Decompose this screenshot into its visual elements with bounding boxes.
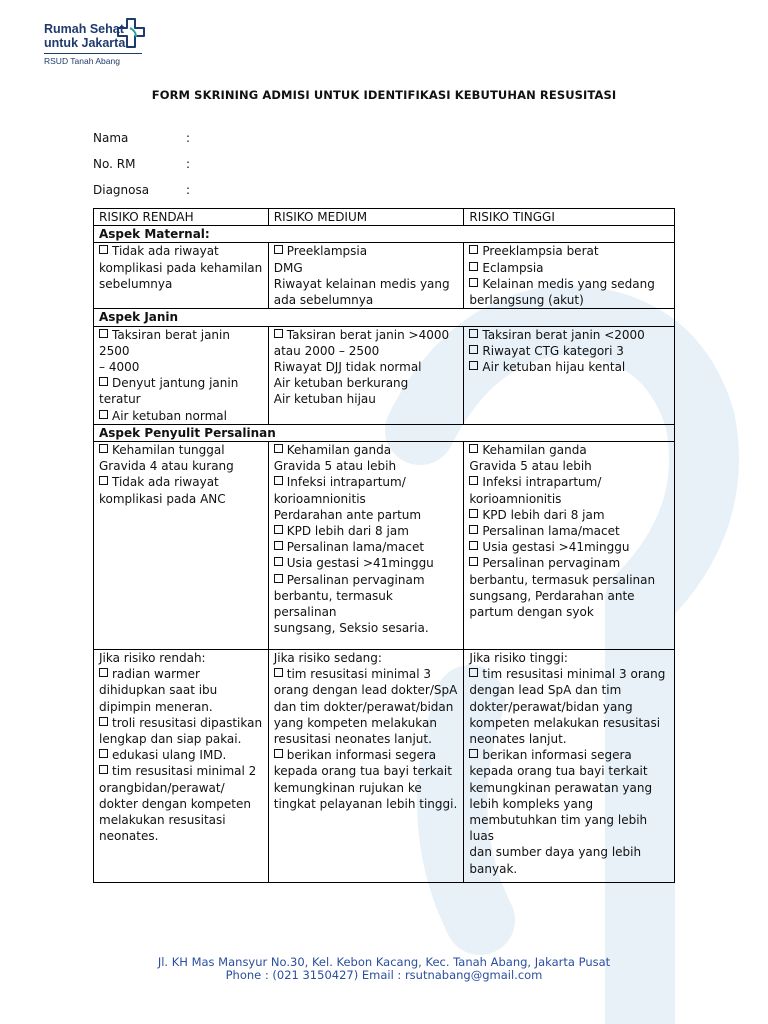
- cell-line-text: Gravida 5 atau lebih: [273, 459, 397, 474]
- cell-line: [469, 780, 670, 796]
- cell-line: [274, 715, 460, 731]
- cell-line-text: Infeksi intrapartum/: [482, 475, 602, 490]
- cell-line-text: Persalinan pervaginam: [286, 572, 425, 587]
- cell-line-text: Kehamilan ganda: [482, 443, 587, 458]
- cell-line: [99, 260, 264, 276]
- cell-line-text: berbantu, termasuk persalinan: [469, 572, 656, 587]
- checkbox-square-icon: [99, 668, 108, 677]
- cell-line: [274, 699, 460, 715]
- checkbox-square-icon: [469, 329, 478, 338]
- cell-line: [469, 458, 670, 474]
- cell-line: [99, 763, 264, 779]
- cell-line: [274, 682, 460, 698]
- cell-action-rendah: [94, 650, 269, 883]
- cell-line-text: kepada orang tua bayi terkait: [273, 764, 452, 779]
- cell-line-text: Riwayat CTG kategori 3: [482, 343, 624, 358]
- checkbox-square-icon: [274, 574, 283, 583]
- cell-line-text: Perdarahan ante partum: [273, 507, 422, 522]
- cell-line: [274, 292, 460, 308]
- cell-line: [99, 391, 264, 407]
- cell-line-text: korioamnionitis: [469, 491, 562, 506]
- cell-line-text: tim resusitasi minimal 2: [112, 764, 257, 779]
- cell-line-text: neonates.: [99, 829, 159, 844]
- cell-line: [469, 682, 670, 698]
- cell-line-text: berikan informasi segera: [482, 748, 632, 763]
- table-row: [94, 442, 675, 650]
- cell-line: [274, 666, 460, 682]
- cell-line-text: troli resusitasi dipastikan: [112, 715, 263, 730]
- cell-line: [99, 650, 264, 666]
- cell-line-text: ada sebelumnya: [273, 293, 374, 308]
- cell-line: [469, 747, 670, 763]
- cell-line: [469, 507, 670, 523]
- field-nama: [93, 131, 191, 145]
- cell-line: [274, 375, 460, 391]
- cell-maternal-tinggi: [464, 243, 675, 309]
- cell-line-text: Kehamilan tunggal: [112, 443, 225, 458]
- checkbox-square-icon: [469, 262, 478, 271]
- cell-line: [469, 844, 670, 860]
- footer-address: Jl. KH Mas Mansyur No.30, Kel. Kebon Kacang, Kec. Tanah Abang, Jakarta Pusat: [157, 955, 611, 969]
- cell-maternal-rendah: [94, 243, 269, 309]
- checkbox-square-icon: [274, 245, 283, 254]
- cell-line: [274, 243, 460, 259]
- checkbox-square-icon: [99, 377, 108, 386]
- cell-line-text: Denyut jantung janin: [112, 376, 239, 391]
- cell-line-text: Jika risiko tinggi:: [469, 651, 568, 666]
- cell-line: [469, 861, 670, 877]
- checkbox-square-icon: [274, 668, 283, 677]
- table-row: [94, 243, 675, 309]
- cell-line: [469, 572, 670, 588]
- screening-table: [93, 208, 675, 883]
- cell-line: [99, 828, 264, 844]
- table-row: [94, 326, 675, 424]
- header-risiko-tinggi: RISIKO TINGGI: [464, 209, 675, 226]
- cell-line-text: sebelumnya: [99, 276, 173, 291]
- cell-line: [99, 276, 264, 292]
- cell-line-text: Tidak ada riwayat: [112, 475, 219, 490]
- cell-line: [99, 666, 264, 682]
- cell-line-text: membutuhkan tim yang lebih luas: [469, 813, 648, 844]
- cell-line: [274, 796, 460, 812]
- cell-line-text: resusitasi neonates lanjut.: [273, 732, 432, 747]
- cell-line-text: kemungkinan perawatan yang: [469, 780, 653, 795]
- cell-line-text: Gravida 4 atau kurang: [99, 459, 234, 474]
- cell-line: [99, 682, 264, 698]
- cell-line-text: Riwayat DJJ tidak normal: [273, 360, 422, 375]
- checkbox-square-icon: [274, 444, 283, 453]
- cell-line-text: atau 2000 – 2500: [273, 343, 380, 358]
- cell-line: [469, 276, 670, 292]
- section-row-janin: [94, 309, 675, 326]
- field-colon: :: [186, 131, 191, 145]
- cell-line-text: Preeklampsia: [286, 244, 368, 259]
- cell-janin-rendah: [94, 326, 269, 424]
- cell-line: [274, 620, 460, 636]
- cell-line-text: dan tim dokter/perawat/bidan: [273, 699, 454, 714]
- cell-line-text: tingkat pelayanan lebih tinggi.: [273, 796, 458, 811]
- cell-line-text: kepada orang tua bayi terkait: [469, 764, 648, 779]
- cell-janin-tinggi: [464, 326, 675, 424]
- cell-line: [274, 327, 460, 343]
- checkbox-square-icon: [274, 329, 283, 338]
- cell-line: [469, 812, 670, 844]
- cell-line-text: edukasi ulang IMD.: [112, 748, 227, 763]
- cell-line: [99, 796, 264, 812]
- cell-line-text: Taksiran berat janin <2000: [482, 327, 645, 342]
- cell-line-text: komplikasi pada ANC: [99, 491, 226, 506]
- cell-line: [274, 539, 460, 555]
- cell-line-text: KPD lebih dari 8 jam: [286, 524, 409, 539]
- cell-line: [469, 763, 670, 779]
- cell-line-text: Eclampsia: [482, 260, 544, 275]
- cell-line-text: Kelainan medis yang sedang: [482, 276, 655, 291]
- cell-line: [274, 507, 460, 523]
- cell-line-text: orang dengan lead dokter/SpA: [273, 683, 458, 698]
- section-title: Aspek Janin: [94, 309, 675, 326]
- header-risiko-rendah: RISIKO RENDAH: [94, 209, 269, 226]
- cell-line: [99, 442, 264, 458]
- field-label: No. RM: [93, 157, 136, 171]
- cell-line: [469, 731, 670, 747]
- cell-line-text: teratur: [99, 392, 141, 407]
- cell-line-text: berbantu, termasuk persalinan: [273, 588, 393, 620]
- cell-line: [274, 491, 460, 507]
- cell-line: [469, 491, 670, 507]
- cell-line-text: tim resusitasi minimal 3: [286, 667, 432, 682]
- cell-line: [274, 523, 460, 539]
- cell-line-text: Gravida 5 atau lebih: [469, 459, 592, 474]
- cell-line-text: Infeksi intrapartum/: [286, 475, 406, 490]
- cell-line: [274, 458, 460, 474]
- checkbox-square-icon: [469, 668, 478, 677]
- cell-line: [469, 715, 670, 731]
- cell-line: [274, 442, 460, 458]
- field-label: Nama: [93, 131, 129, 145]
- cell-line-text: Air ketuban hijau kental: [482, 360, 626, 375]
- checkbox-square-icon: [99, 329, 108, 338]
- cell-line-text: Usia gestasi >41minggu: [286, 556, 434, 571]
- checkbox-square-icon: [469, 749, 478, 758]
- cell-line: [274, 359, 460, 375]
- cell-line: [99, 715, 264, 731]
- cell-line-text: DMG: [273, 260, 303, 275]
- cell-line-text: dan sumber daya yang lebih: [469, 845, 642, 860]
- cell-line-text: Air ketuban normal: [112, 408, 227, 423]
- checkbox-square-icon: [99, 245, 108, 254]
- cell-line-text: Persalinan pervaginam: [482, 556, 621, 571]
- table-row-actions: [94, 650, 675, 883]
- cell-line-text: Persalinan lama/macet: [482, 524, 620, 539]
- field-no-rm: [93, 157, 191, 171]
- checkbox-square-icon: [469, 245, 478, 254]
- cell-line-text: lengkap dan siap pakai.: [99, 732, 242, 747]
- checkbox-square-icon: [274, 557, 283, 566]
- field-colon: :: [186, 183, 191, 197]
- cell-line: [469, 650, 670, 666]
- cell-line: [99, 812, 264, 828]
- cell-line-text: Tidak ada riwayat: [112, 244, 219, 259]
- table-header-row: [94, 209, 675, 226]
- cell-line: [469, 796, 670, 812]
- cell-line-text: melakukan resusitasi: [99, 813, 226, 828]
- cell-line: [469, 523, 670, 539]
- cell-line: [469, 292, 670, 308]
- logo-rule: [44, 53, 142, 54]
- cell-line-text: Air ketuban hijau: [273, 392, 376, 407]
- cell-line-text: berikan informasi segera: [286, 748, 437, 763]
- cell-line: [469, 442, 670, 458]
- cell-line-text: berlangsung (akut): [469, 293, 584, 308]
- cell-penyulit-medium: [268, 442, 464, 650]
- cell-line: [274, 343, 460, 359]
- cell-line: [469, 327, 670, 343]
- section-row-maternal: [94, 226, 675, 243]
- checkbox-square-icon: [469, 476, 478, 485]
- cell-line-text: dengan lead SpA dan tim: [469, 683, 622, 698]
- cell-line-text: orangbidan/perawat/: [99, 780, 225, 795]
- cell-line-text: dokter dengan kompeten: [99, 796, 251, 811]
- cell-line-text: sungsang, Perdarahan ante: [469, 588, 635, 603]
- cell-line: [469, 343, 670, 359]
- cell-line-text: yang kompeten melakukan: [273, 715, 437, 730]
- logo-line-1: Rumah Sehat: [44, 22, 124, 36]
- cell-line: [469, 588, 670, 604]
- logo-line-3: RSUD Tanah Abang: [44, 56, 120, 66]
- cell-line: [469, 474, 670, 490]
- checkbox-square-icon: [99, 476, 108, 485]
- cell-line: [99, 747, 264, 763]
- checkbox-square-icon: [469, 345, 478, 354]
- cell-line: [274, 260, 460, 276]
- cell-line-text: radian warmer: [112, 667, 200, 682]
- checkbox-square-icon: [469, 557, 478, 566]
- cell-line: [99, 491, 264, 507]
- form-title: FORM SKRINING ADMISI UNTUK IDENTIFIKASI KEBUTUHAN RESUSITASI: [151, 88, 617, 102]
- cell-line: [274, 588, 460, 620]
- hospital-logo: [44, 22, 142, 66]
- field-colon: :: [186, 157, 191, 171]
- cell-line: [99, 731, 264, 747]
- cell-line-text: Riwayat kelainan medis yang: [273, 276, 450, 291]
- cell-line-text: dokter/perawat/bidan yang: [469, 699, 633, 714]
- cell-line: [99, 327, 264, 359]
- cell-line: [469, 243, 670, 259]
- checkbox-square-icon: [99, 749, 108, 758]
- checkbox-square-icon: [99, 410, 108, 419]
- medical-cross-icon: [114, 16, 148, 50]
- cell-line-text: korioamnionitis: [273, 491, 366, 506]
- header-risiko-medium: RISIKO MEDIUM: [268, 209, 464, 226]
- checkbox-square-icon: [99, 717, 108, 726]
- cell-line-text: banyak.: [469, 861, 518, 876]
- logo-line-2: untuk Jakarta: [44, 36, 126, 50]
- cell-line: [274, 474, 460, 490]
- field-label: Diagnosa: [93, 183, 150, 197]
- cell-line: [274, 731, 460, 747]
- cell-line-text: Preeklampsia berat: [482, 244, 599, 259]
- cell-line-text: Jika risiko sedang:: [273, 651, 382, 666]
- cell-line: [274, 780, 460, 796]
- checkbox-square-icon: [99, 444, 108, 453]
- checkbox-square-icon: [469, 525, 478, 534]
- cell-line: [99, 359, 264, 375]
- cell-line-text: komplikasi pada kehamilan: [99, 260, 263, 275]
- cell-action-sedang: [268, 650, 464, 883]
- field-diagnosa: [93, 183, 191, 197]
- cell-line: [274, 650, 460, 666]
- cell-line-text: Taksiran berat janin 2500: [99, 327, 230, 358]
- cell-line: [274, 276, 460, 292]
- cell-line-text: sungsang, Seksio sesaria.: [273, 621, 429, 636]
- cell-line-text: kemungkinan rujukan ke: [273, 780, 422, 795]
- checkbox-square-icon: [469, 444, 478, 453]
- cell-penyulit-tinggi: [464, 442, 675, 650]
- checkbox-square-icon: [469, 541, 478, 550]
- cell-line-text: Usia gestasi >41minggu: [482, 540, 630, 555]
- cell-penyulit-rendah: [94, 442, 269, 650]
- checkbox-square-icon: [274, 749, 283, 758]
- cell-line: [274, 763, 460, 779]
- cell-line: [469, 604, 670, 620]
- cell-line-text: Persalinan lama/macet: [286, 540, 425, 555]
- checkbox-square-icon: [99, 765, 108, 774]
- checkbox-square-icon: [274, 476, 283, 485]
- cell-line-text: kompeten melakukan resusitasi: [469, 715, 661, 730]
- cell-maternal-medium: [268, 243, 464, 309]
- cell-line: [274, 747, 460, 763]
- cell-line-text: – 4000: [99, 360, 140, 375]
- cell-line: [469, 699, 670, 715]
- cell-line-text: Kehamilan ganda: [286, 443, 392, 458]
- cell-line-text: neonates lanjut.: [469, 732, 567, 747]
- cell-line: [274, 391, 460, 407]
- cell-line-text: dipimpin meneran.: [99, 699, 213, 714]
- cell-line-text: lebih kompleks yang: [469, 796, 594, 811]
- cell-line-text: Jika risiko rendah:: [99, 651, 206, 666]
- cell-line-text: tim resusitasi minimal 3 orang: [482, 667, 666, 682]
- cell-line: [99, 474, 264, 490]
- cell-line-text: partum dengan syok: [469, 605, 594, 620]
- cell-line: [99, 780, 264, 796]
- cell-line-text: dihidupkan saat ibu: [99, 683, 218, 698]
- cell-line: [469, 359, 670, 375]
- cell-line: [99, 408, 264, 424]
- cell-line: [99, 699, 264, 715]
- cell-line-text: Air ketuban berkurang: [273, 376, 409, 391]
- checkbox-square-icon: [469, 509, 478, 518]
- cell-line-text: Taksiran berat janin >4000: [286, 327, 450, 342]
- section-row-penyulit: [94, 424, 675, 441]
- checkbox-square-icon: [469, 278, 478, 287]
- checkbox-square-icon: [274, 541, 283, 550]
- cell-line: [99, 375, 264, 391]
- cell-action-tinggi: [464, 650, 675, 883]
- cell-line: [99, 458, 264, 474]
- checkbox-square-icon: [469, 361, 478, 370]
- cell-line: [99, 243, 264, 259]
- cell-line: [469, 666, 670, 682]
- section-title: Aspek Penyulit Persalinan: [94, 424, 675, 441]
- cell-line: [469, 539, 670, 555]
- cell-line: [274, 572, 460, 588]
- checkbox-square-icon: [274, 525, 283, 534]
- cell-line-text: KPD lebih dari 8 jam: [482, 507, 605, 522]
- cell-line: [469, 260, 670, 276]
- cell-janin-medium: [268, 326, 464, 424]
- section-title: Aspek Maternal:: [94, 226, 675, 243]
- cell-line: [274, 555, 460, 571]
- cell-line: [469, 555, 670, 571]
- footer-contact: Phone : (021 3150427) Email : rsutnabang@gmail.com: [225, 968, 543, 982]
